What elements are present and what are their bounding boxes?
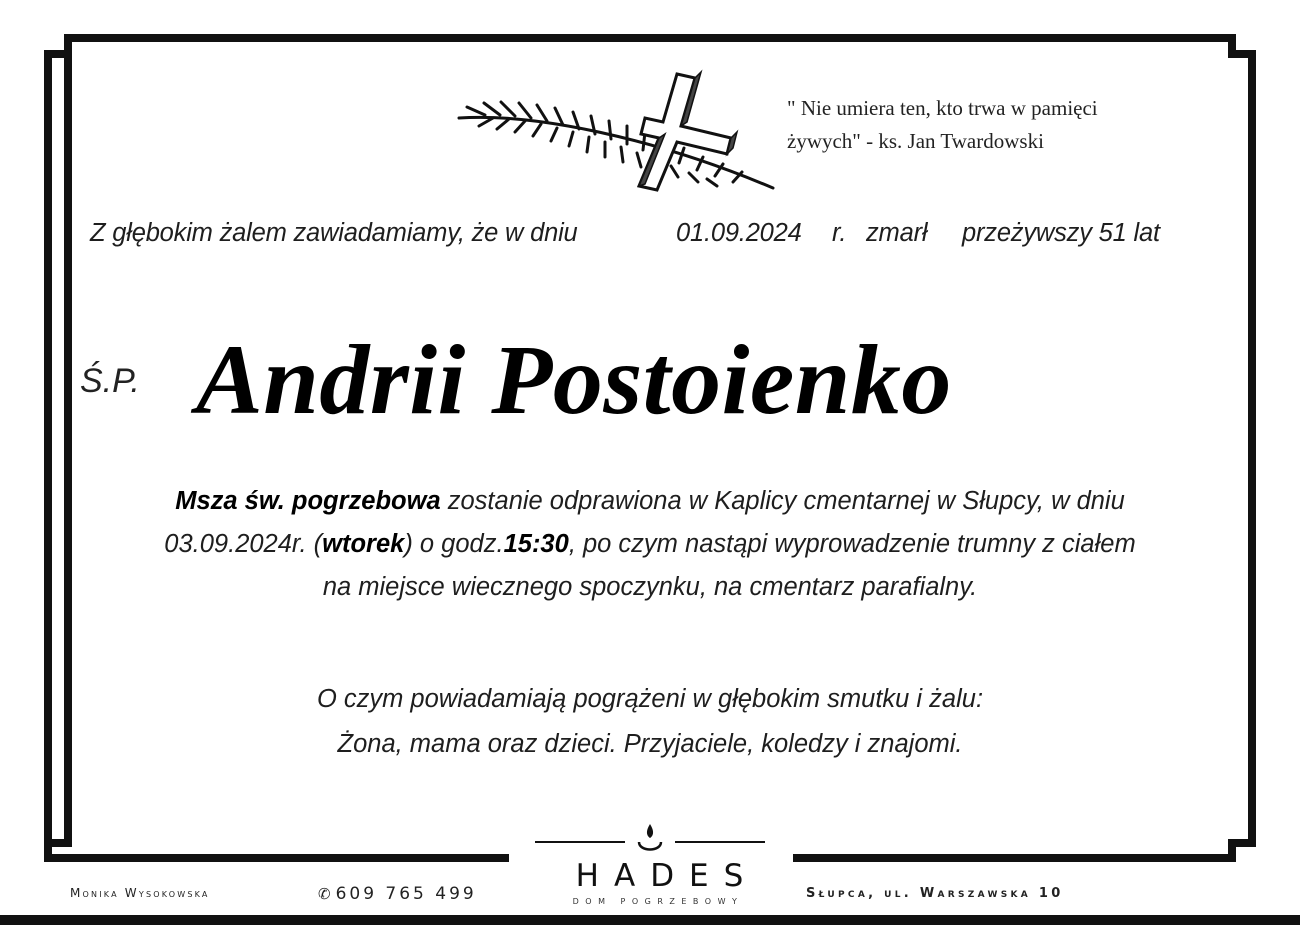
mass-text: , po czym nastąpi wyprowadzenie trumny z ciałem bbox=[568, 530, 1136, 558]
mourners-info bbox=[150, 677, 1150, 767]
mass-title: Msza św. pogrzebowa bbox=[175, 487, 441, 515]
hades-logo-icon bbox=[535, 820, 765, 860]
announcement-text: Z głębokim żalem zawiadamiamy, że w dniu bbox=[90, 219, 578, 247]
died-word: zmarł bbox=[866, 219, 928, 247]
funeral-mass-info bbox=[60, 480, 1240, 609]
mass-line-3: na miejsce wiecznego spoczynku, na cmentarz parafialny. bbox=[322, 573, 978, 601]
quote-line: żywych" - ks. Jan Twardowski bbox=[787, 129, 1044, 153]
company-address: Słupca, ul. Warszawska 10 bbox=[806, 886, 1064, 901]
cross-with-palm-icon bbox=[455, 68, 780, 193]
death-date: 01.09.2024 bbox=[676, 219, 802, 247]
contact-person: Monika Wysokowska bbox=[70, 886, 210, 900]
mass-line-1 bbox=[60, 480, 1240, 523]
phone-icon: ✆ bbox=[318, 885, 334, 903]
brand-name: HADES bbox=[575, 858, 759, 894]
mass-line-2 bbox=[60, 523, 1240, 566]
memorial-quote bbox=[787, 92, 1227, 158]
deceased-name: Andrii Postoienko bbox=[196, 324, 952, 435]
contact-phone bbox=[318, 884, 477, 904]
quote-line: " Nie umiera ten, kto trwa w pamięci bbox=[787, 96, 1098, 120]
mass-time: 15:30 bbox=[503, 530, 569, 558]
mass-date: 03.09.2024r. ( bbox=[164, 530, 323, 558]
mourners-line-2: Żona, mama oraz dzieci. Przyjaciele, koledzy i znajomi. bbox=[337, 730, 963, 758]
brand-subtitle: DOM POGRZEBOWY bbox=[572, 897, 744, 906]
phone-number: 609 765 499 bbox=[335, 884, 477, 904]
mourners-line-1: O czym powiadamiają pogrążeni w głębokim smutku i żalu: bbox=[316, 685, 984, 713]
age-text: przeżywszy 51 lat bbox=[962, 219, 1160, 247]
sp-prefix: Ś.P. bbox=[80, 362, 140, 400]
mass-weekday: wtorek bbox=[322, 530, 405, 558]
announcement-line bbox=[0, 219, 1300, 259]
mass-text: zostanie odprawiona w Kaplicy cmentarnej w Słupcy, w dniu bbox=[440, 487, 1125, 515]
date-suffix: r. bbox=[832, 219, 847, 247]
mass-text: ) o godz. bbox=[404, 530, 504, 558]
